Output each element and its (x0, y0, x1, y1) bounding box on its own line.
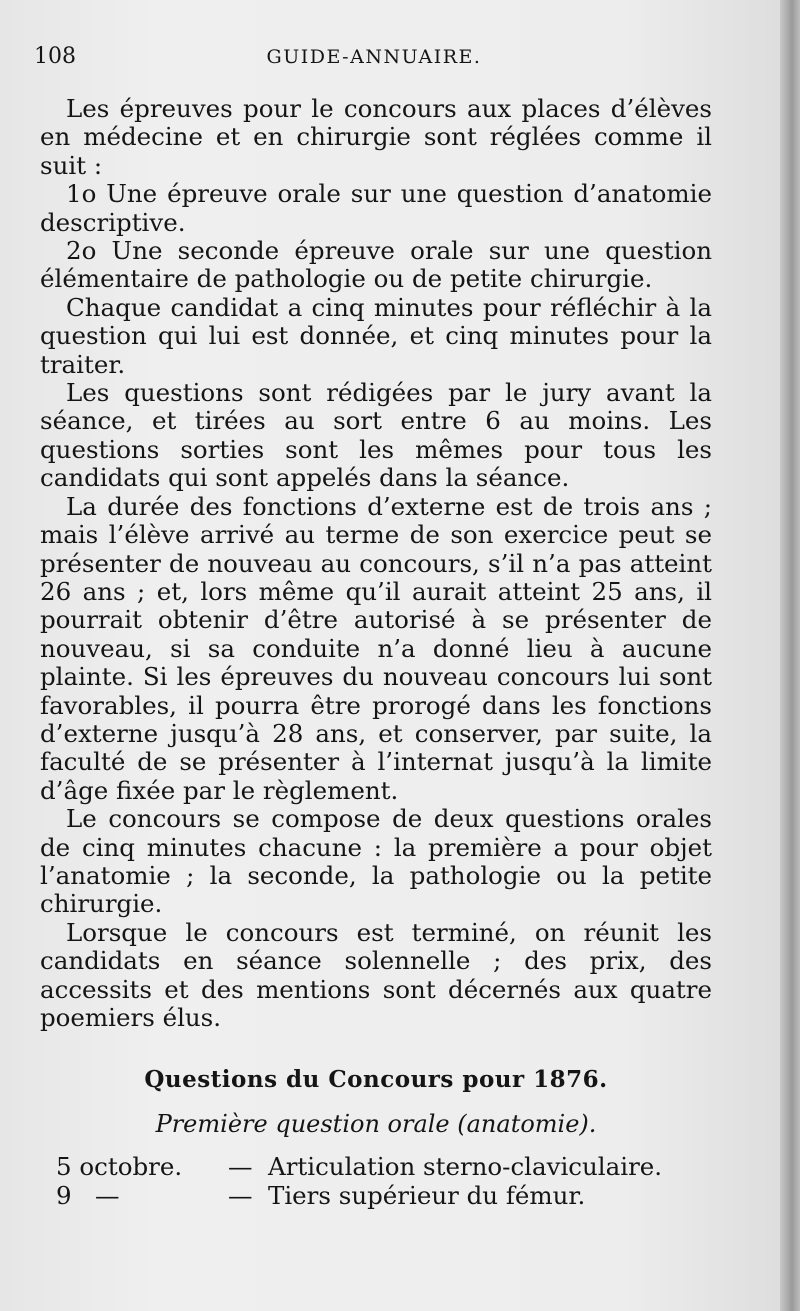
paragraph: 1o Une épreuve orale sur une question d’anatomie descriptive. (40, 179, 712, 237)
section-subheading: Première question orale (anatomie). (155, 1110, 597, 1138)
item-text: Tiers supérieur du fémur. (268, 1181, 586, 1210)
paragraph: Lorsque le concours est terminé, on réunit les candidats en séance solennelle ; des prix, des accessits et des mentions sont décernés aux quatre poemiers élus. (40, 917, 712, 1032)
list-item (56, 1181, 662, 1210)
section-heading: Questions du Concours pour 1876. (144, 1066, 608, 1093)
list-item (56, 1152, 662, 1181)
paragraph: La durée des fonctions d’externe est de trois ans ; mais l’élève arrivé au terme de son exercice peut se présenter de nouveau au concours, s’il n’a pas atteint 26 ans ; et, lors même qu’il aurait atteint 25 ans, il pourrait obtenir d’être autorisé à se présenter de nouveau, si sa conduite n’a donné lieu à aucune plainte. Si les épreuves du nouveau concours lui sont favorables, il pourra être prorogé dans les fonctions d’externe jusqu’à 28 ans, et conserver, par suite, la faculté de se présenter à l’internat jusqu’à la limite d’âge fixée par le règlement. (40, 491, 712, 805)
item-dash: — (228, 1181, 253, 1210)
item-date: 5 octobre. (56, 1152, 183, 1181)
question-list (56, 1152, 662, 1210)
running-title: GUIDE-ANNUAIRE. (266, 46, 482, 68)
body-text (40, 95, 712, 1032)
paragraph: 2o Une seconde épreuve orale sur une question élémentaire de pathologie ou de petite chirurgie. (40, 236, 712, 294)
page-header (34, 44, 714, 78)
page-number: 108 (34, 44, 76, 69)
paragraph: Les questions sont rédigées par le jury avant la séance, et tirées au sort entre 6 au moins. Les questions sorties sont les mêmes pour tous les candidats qui sont appelés dans la séance. (40, 378, 712, 493)
item-dash: — (228, 1152, 253, 1181)
paragraph: Chaque candidat a cinq minutes pour réfléchir à la question qui lui est donnée, et cinq minutes pour la traiter. (40, 292, 712, 379)
item-text: Articulation sterno-claviculaire. (268, 1152, 663, 1181)
paragraph: Le concours se compose de deux questions orales de cinq minutes chacune : la première a pour objet l’anatomie ; la seconde, la pathologie ou la petite chirurgie. (40, 804, 712, 919)
page-edge (780, 0, 800, 1311)
item-date: 9 — (56, 1181, 120, 1210)
paragraph: Les épreuves pour le concours aux places d’élèves en médecine et en chirurgie sont réglées comme il suit : (40, 94, 712, 180)
